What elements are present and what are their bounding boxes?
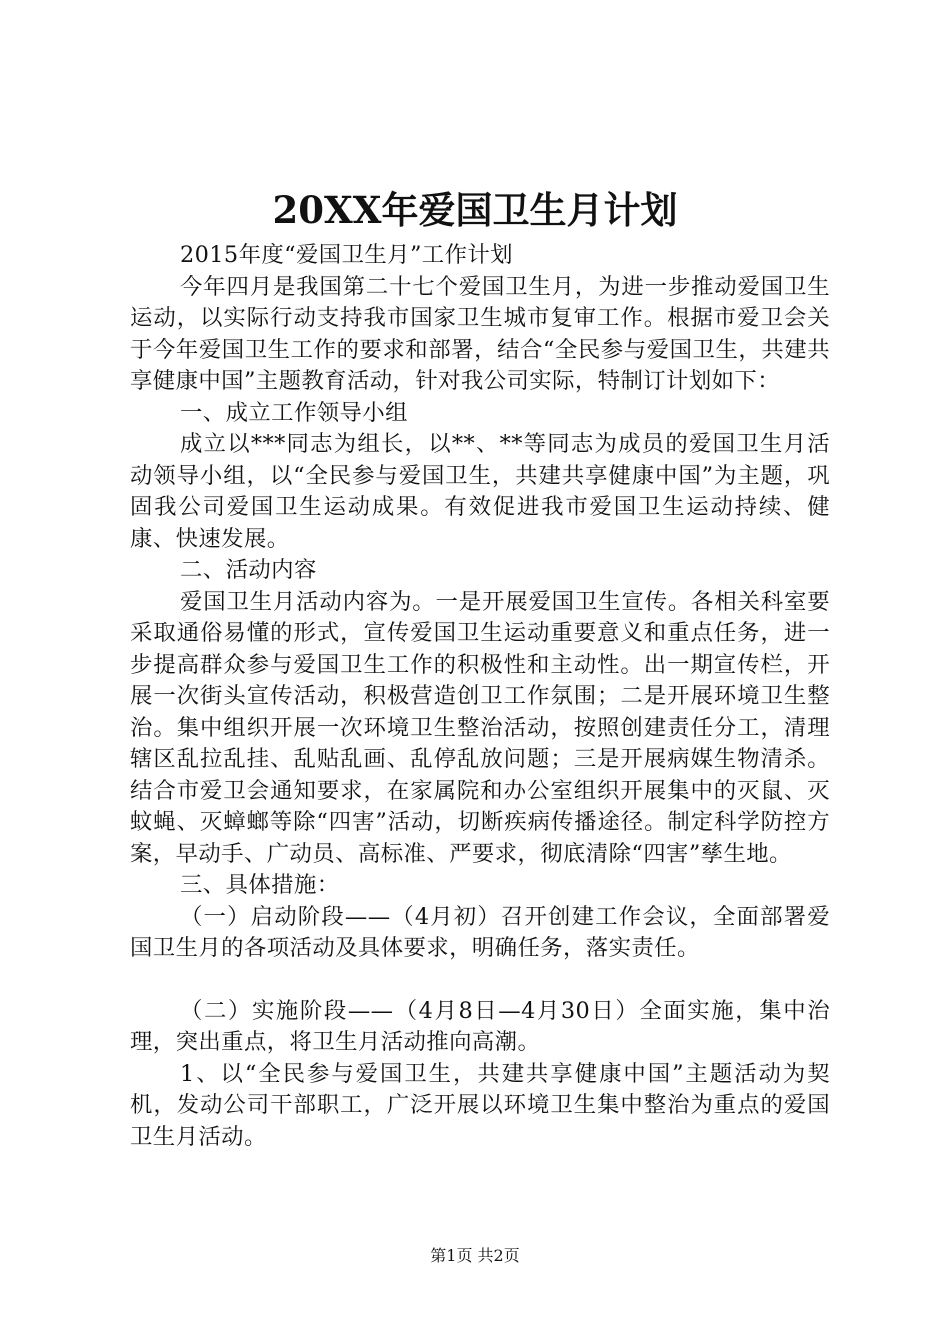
section-heading-1: 一、成立工作领导小组: [180, 399, 408, 426]
measure-2-paragraph: （二）实施阶段——（4月8日—4月30日）全面实施，集中治理，突出重点，将卫生月活动推向高潮。: [130, 997, 830, 1055]
intro-paragraph: 今年四月是我国第二十七个爱国卫生月，为进一步推动爱国卫生运动，以实际行动支持我市国家卫生城市复审工作。根据市爱卫会关于今年爱国卫生工作的要求和部署，结合“全民参与爱国卫生，共建共享健康中国”主题教育活动，针对我公司实际，特制订计划如下：: [130, 273, 830, 394]
page-footer: 第1页 共2页: [430, 1246, 520, 1265]
section-heading-3: 三、具体措施：: [180, 872, 340, 898]
section-1-paragraph: 成立以***同志为组长，以**、**等同志为成员的爱国卫生月活动领导小组，以“全民参与爱国卫生，共建共享健康中国”为主题，巩固我公司爱国卫生运动成果。有效促进我市爱国卫生运动持续、健康、快速发展。: [130, 431, 830, 552]
measure-item-1-paragraph: 1、以“全民参与爱国卫生，共建共享健康中国”主题活动为契机，发动公司干部职工，广泛开展以环境卫生集中整治为重点的爱国卫生月活动。: [130, 1060, 830, 1150]
section-heading-2: 二、活动内容: [180, 557, 317, 583]
document-body: [130, 240, 830, 1153]
section-2-paragraph: 爱国卫生月活动内容为。一是开展爱国卫生宣传。各相关科室要采取通俗易懂的形式，宣传爱国卫生运动重要意义和重点任务，进一步提高群众参与爱国卫生工作的积极性和主动性。出一期宣传栏，开展一次街头宣传活动，积极营造创卫工作氛围；二是开展环境卫生整治。集中组织开展一次环境卫生整治活动，按照创建责任分工，清理辖区乱拉乱挂、乱贴乱画、乱停乱放问题；三是开展病媒生物清杀。结合市爱卫会通知要求，在家属院和办公室组织开展集中的灭鼠、灭蚊蝇、灭蟑螂等除“四害”活动，切断疾病传播途径。制定科学防控方案，早动手、广动员、高标准、严要求，彻底清除“四害”孳生地。: [130, 588, 830, 867]
subtitle-paragraph: 2015年度“爱国卫生月”工作计划: [180, 242, 513, 268]
document-title: 20XX年爱国卫生月计划: [272, 188, 678, 232]
measure-1-paragraph: （一）启动阶段——（4月初）召开创建工作会议，全面部署爱国卫生月的各项活动及具体要求，明确任务，落实责任。: [130, 903, 830, 961]
